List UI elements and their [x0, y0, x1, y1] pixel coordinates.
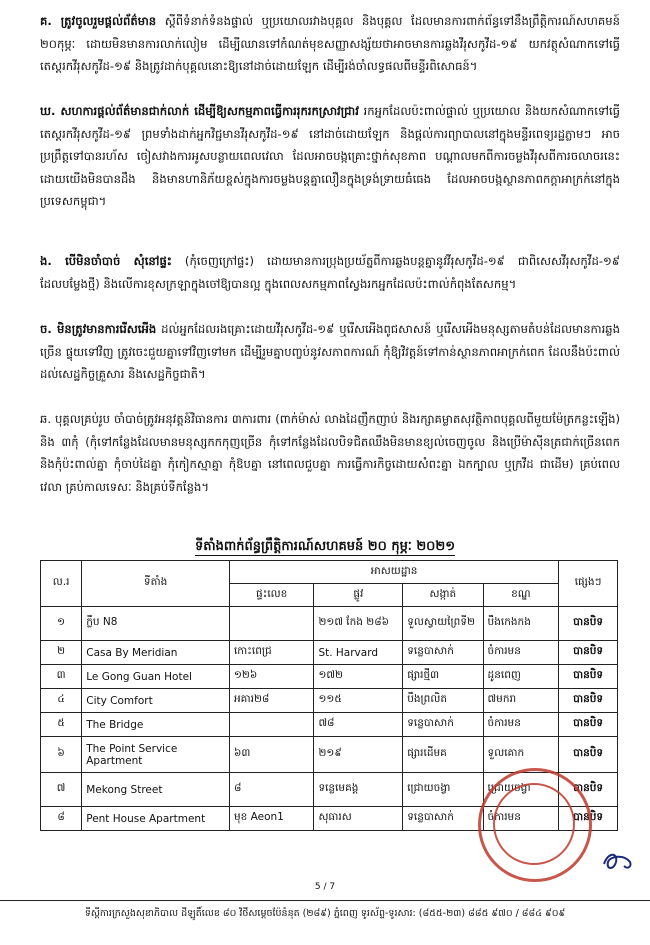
footer-address: ទីស្ដីការក្រសួងសុខាភិបាល ដីឡូតិ៍លេខ ៨០ វិថីសម្ដេចប៉ែនំនុត (២៨៩) ភ្នំពេញ ទូរស័ព្ទ-ទូរសារ: (៨៥៥-២៣) ៨៨៥ ៩៧០ / ៨៨៤ ៩០៩: [0, 900, 650, 921]
cell-khan: ជ្រោយចង្វា: [483, 773, 559, 807]
paragraph-ngo: [40, 250, 620, 295]
page-number: 5 / 7: [314, 882, 336, 892]
paragraph-label: ច. មិនត្រូវមានការរើសអើង: [40, 322, 157, 336]
cell-house: ១២៦: [229, 665, 313, 689]
paragraph-text: ឆ. បុគ្គលគ្រប់រូប ចាំបាច់ត្រូវអនុវត្តន៍វិធានការ ៣ការពារ (ពាក់ម៉ាស់ លាងដៃញឹកញាប់ និងរក្សាគម្លាតសុវត្ថិភាពបុគ្គលពីមួយម៉ែត្រកន្លះឡើង) និង ៣កុំ (កុំទៅកន្លែងដែលមានមនុស្សកកកុញច្រើន កុំទៅកន្លែងដែលបិទជិតឈឹងមិនមានខ្យល់ចេញចូល និងប្រើម៉ាស៊ីនត្រជាក់ច្រើនពេក និងកុំប៉ះពាល់គ្នា កុំចាប់ដៃគ្នា កុំកៀកស្មាគ្នា កុំឱបគ្នា នៅពេលជួបគ្នា ការធ្វើការកិច្ចដោយសំពះគ្នា ឯកក្បាល ឬក្រវីដ ជាដើម) គ្រប់ពេលវេលា គ្រប់កាលទេសៈ និងគ្រប់ទីកន្លែង។: [40, 412, 620, 494]
paragraph-label: ង. បើមិនចាំបាច់ សុំនៅផ្ទះ: [40, 254, 172, 268]
cell-status: បានបិទ: [559, 641, 618, 665]
cell-house: កោះពេជ្រ: [229, 641, 313, 665]
cell-status: បានបិទ: [559, 665, 618, 689]
cell-place: Casa By Meridian: [82, 641, 230, 665]
header-other: ផ្សេងៗ: [559, 561, 618, 607]
cell-house: ៨: [229, 773, 313, 807]
paragraph-text: រកអ្នកដែលប៉ះពាល់ផ្ទាល់ ឬប្រយោល និងយកសំណាកទៅធ្វើតេស្ដរកវីរុសកូវីដ-១៩ ព្រមទាំងដាក់អ្នកវិជ្ជមានវីរុសកូវីដ-១៩ នៅដាច់ដោយឡែក និងផ្ដល់ការព្យាបាលនៅក្នុងមន្ទីរពេទ្យរដ្ឋភ្លាមៗ អាចប្រព្រឹត្តទៅបានរហ័ស ចៀសវាងការអូសបន្លាយពេលវេលា ដែលអាចបង្កគ្រោះថ្នាក់សុខភាព បណ្ដាលមកពីការចម្លងវីរុសពីការចលាចរនេះ ដោយយើងមិនបានដឹង និងមានហានិភ័យខ្ពស់ក្នុងការចម្លងបន្តគ្នាលឿនក្នុងទ្រង់ទ្រាយធំធេង ដែលអាចបង្កស្ថានភាពកក្ដាអាក្រក់នៅក្នុងប្រទេសកម្ពុជា។: [40, 104, 621, 208]
cell-no: ២: [41, 641, 82, 665]
header-place: ទីតាំង: [82, 561, 230, 607]
cell-house: អគារ២៨: [229, 689, 313, 713]
cell-sangkat: ទន្លេបាសាក់: [403, 641, 483, 665]
ministry-seal: [478, 768, 592, 882]
table-row: [41, 641, 618, 665]
cell-place: City Comfort: [82, 689, 230, 713]
paragraph-cho: [40, 318, 620, 386]
cell-khan: ៧មករា: [483, 689, 559, 713]
cell-street: ទន្លេមេគង្គ: [314, 773, 403, 807]
cell-no: ៦: [41, 737, 82, 773]
cell-no: ៧: [41, 773, 82, 807]
cell-place: Le Gong Guan Hotel: [82, 665, 230, 689]
header-no: ល.រ: [41, 561, 82, 607]
cell-place: Mekong Street: [82, 773, 230, 807]
cell-no: ១: [41, 607, 82, 641]
cell-street: ២១៩: [314, 737, 403, 773]
paragraph-label: គ. ត្រូវចូលរួមផ្ដល់ព័ត៌មាន: [40, 14, 157, 28]
cell-no: ៥: [41, 713, 82, 737]
cell-sangkat: ទួលស្វាយព្រៃទី២: [403, 607, 483, 641]
cell-place: The Point Service Apartment: [82, 737, 230, 773]
cell-no: ៨: [41, 807, 82, 831]
cell-status: បានបិទ: [559, 689, 618, 713]
cell-status: បានបិទ: [559, 737, 618, 773]
cell-street: សុធារស: [314, 807, 403, 831]
cell-place: The Bridge: [82, 713, 230, 737]
table-title: ទីតាំងពាក់ព័ន្ធព្រឹត្តិការណ៍សហគមន៍ ២០ កុម្ភៈ ២០២១: [194, 539, 456, 554]
seal-inner-ring: [493, 783, 575, 865]
cell-house: [229, 607, 313, 641]
cell-sangkat: ផ្សារដើមគ: [403, 737, 483, 773]
cell-house: ៦៣: [229, 737, 313, 773]
cell-khan: បឹងកេងកង: [483, 607, 559, 641]
cell-khan: ទួលគោក: [483, 737, 559, 773]
table-row: [41, 689, 618, 713]
cell-khan: ចំការមន: [483, 807, 559, 831]
paragraph-text: ដល់អ្នកដែលរងគ្រោះដោយវីរុសកូវីដ-១៩ ឬរើសអើងពូជសាសន៍ ឬរើសអើងមនុស្សតាមតំបន់ដែលមានការឆ្លងច្រើន ផ្ទុយទៅវិញ ត្រូវចេះជួយគ្នាទៅវិញទៅមក ដើម្បីរួមគ្នាបញ្ចប់នូវសភាពការណ៍ កុំឱ្យវិវត្តន៍ទៅកាន់ស្ថានភាពអាក្រក់ពេក ដែលនឹងប៉ះពាល់ដល់សេដ្ឋកិច្ចគ្រួសារ និងសេដ្ឋកិច្ចជាតិ។: [40, 322, 620, 381]
cell-sangkat: ទន្លេបាសាក់: [403, 807, 483, 831]
cell-sangkat: ផ្សារថ្មី៣: [403, 665, 483, 689]
header-sangkat: សង្កាត់: [403, 584, 483, 607]
cell-street: ១៧២: [314, 665, 403, 689]
paragraph-text: ស្ដីពីទំនាក់ទំនងផ្ទាល់ ឬប្រយោលរវាងបុគ្គល និងបុគ្គល ដែលមានការពាក់ព័ន្ធទៅនឹងព្រឹត្តិការណ៍សហគមន៍ ២០កុម្ភៈ ដោយមិនមានការលាក់លៀម ដើម្បីឈានទៅកំណត់មុខសញ្ញាសង្ស័យថាអាចមានការឆ្លងវីរុសកូវីដ-១៩ យកវត្ថុសំណាកទៅធ្វើតេស្ដរកវីរុសកូវីដ-១៩ និងត្រូវដាក់បុគ្គលនោះឱ្យនៅដាច់ដោយឡែក ដើម្បីរង់ចាំលទ្ធផលពីមន្ទីរពិសោធន៍។: [40, 14, 620, 73]
signature-icon: [600, 846, 636, 876]
cell-place: ក្លឹប N8: [82, 607, 230, 641]
cell-status: បានបិទ: [559, 607, 618, 641]
table-row: [41, 665, 618, 689]
cell-status: បានបិទ: [559, 807, 618, 831]
cell-no: ៣: [41, 665, 82, 689]
paragraph-chho: [40, 408, 620, 498]
cell-status: បានបិទ: [559, 773, 618, 807]
cell-house: មុខ Aeon1: [229, 807, 313, 831]
cell-no: ៤: [41, 689, 82, 713]
cell-street: ២១៧ កែង ២៨៦: [314, 607, 403, 641]
cell-status: បានបិទ: [559, 713, 618, 737]
paragraph-ko: [40, 10, 620, 78]
paragraph-text: (កុំចេញក្រៅផ្ទះ) ដោយមានការប្រុងប្រយ័ត្នពីការឆ្លងបន្តគ្នានូវវីរុសកូវីដ-១៩ ជាពិសេសវីរុសកូវីដ-១៩ ដែលបម្លែងថ្មី) និងលើការខុសក្រឡាក្នុងចៅឱ្យបានល្អ ក្នុងពេលសកម្មភាពស្វែងរកអ្នកដែលប៉ះពាល់កំពុងតែសកម្ម។: [40, 254, 620, 291]
cell-sangkat: ទន្លេបាសាក់: [403, 713, 483, 737]
header-street: ផ្លូវ: [314, 584, 403, 607]
cell-street: St. Harvard: [314, 641, 403, 665]
header-khan: ខណ្ឌ: [483, 584, 559, 607]
header-house: ផ្ទះលេខ: [229, 584, 313, 607]
table-row: [41, 607, 618, 641]
cell-sangkat: ជ្រោយចង្វា: [403, 773, 483, 807]
header-address: អាសយដ្ឋាន: [229, 561, 558, 584]
cell-place: Pent House Apartment: [82, 807, 230, 831]
table-row: [41, 713, 618, 737]
cell-street: ១១៥: [314, 689, 403, 713]
paragraph-kho: [40, 100, 620, 213]
cell-khan: ចំការមន: [483, 641, 559, 665]
paragraph-label: ឃ. សហការផ្ដល់ព័ត៌មានជាក់លាក់ ដើម្បីឱ្យសកម្មភាពធ្វើការរុករកស្រាវជ្រាវ: [40, 104, 359, 118]
cell-house: [229, 713, 313, 737]
cell-khan: ចំការមន: [483, 713, 559, 737]
cell-street: ៧៨: [314, 713, 403, 737]
cell-sangkat: បឹងព្រលិត: [403, 689, 483, 713]
cell-khan: ដូនពេញ: [483, 665, 559, 689]
